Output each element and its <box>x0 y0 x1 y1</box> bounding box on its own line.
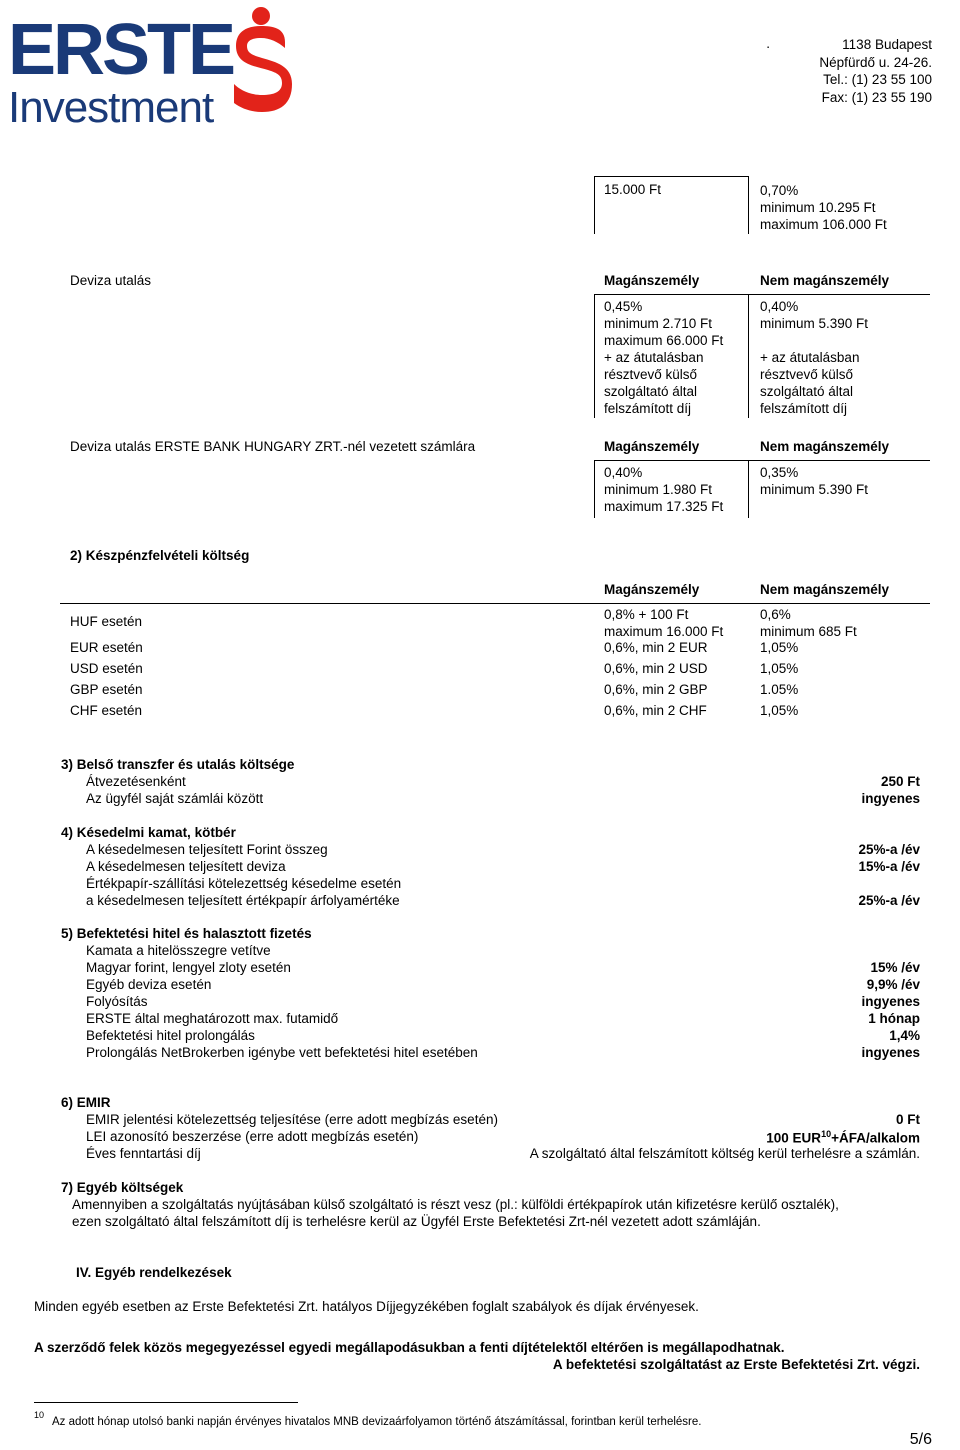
section-title: 2) Készpénzfelvételi költség <box>70 548 250 563</box>
row-label: HUF esetén <box>70 614 143 629</box>
corporate-fee-cell: 1,05% <box>760 703 799 718</box>
fee-value: ingyenes <box>861 791 920 806</box>
fee-value: 9,9% /év <box>866 977 920 992</box>
fee-label: LEI azonosító beszerzése (erre adott megbízás esetén) <box>86 1129 419 1144</box>
fee-label: Az ügyfél saját számlái között <box>86 791 264 806</box>
lei-fee-amount: 100 EUR <box>766 1130 822 1146</box>
fee-label: ERSTE által meghatározott max. futamidő <box>86 1011 339 1026</box>
paragraph-line: Amennyiben a szolgáltatás nyújtásában külső szolgáltató is részt vesz (pl.: külföldi értékpapírok után kifizetésre kerülő osztalék), <box>72 1197 839 1212</box>
page-number: 5/6 <box>909 1431 932 1448</box>
paragraph-line: ezen szolgáltató által felszámított díj is terhelésre kerül az Ügyfél Erste Befektetési Zrt-nél vezetett adott számláján. <box>72 1214 761 1229</box>
table-top-border <box>594 176 748 177</box>
fee-line: minimum 10.295 Ft <box>760 200 876 215</box>
section-title: Deviza utalás ERSTE BANK HUNGARY ZRT.-nél vezetett számlára <box>70 439 476 454</box>
erste-s-logo-icon <box>228 6 294 124</box>
footnote-number: 10 <box>34 1410 45 1420</box>
section-title: 6) EMIR <box>61 1095 111 1110</box>
fee-label: Kamata a hitelösszegre vetítve <box>86 943 271 958</box>
fee-label: Magyar forint, lengyel zloty esetén <box>86 960 291 975</box>
fee-value: ingyenes <box>861 994 920 1009</box>
row-label: EUR esetén <box>70 640 143 655</box>
table-header-border <box>594 460 930 461</box>
section-title: 5) Befektetési hitel és halasztott fizetés <box>61 926 312 941</box>
section-title: IV. Egyéb rendelkezések <box>76 1265 232 1280</box>
fee-label: Egyéb deviza esetén <box>86 977 212 992</box>
column-header: Magánszemély <box>604 582 700 597</box>
fee-label: Értékpapír-szállítási kötelezettség késedelme esetén <box>86 876 402 891</box>
table-divider <box>748 294 749 418</box>
table-divider <box>594 460 595 518</box>
corporate-fee-cell: 1,05% <box>760 640 799 655</box>
fee-value: 0 Ft <box>895 1112 920 1127</box>
private-fee-cell: 0,6%, min 2 CHF <box>604 703 707 718</box>
column-header: Nem magánszemély <box>760 582 890 597</box>
corporate-fee-cell: 1,05% <box>760 661 799 676</box>
fee-value: A szolgáltató által felszámított költség kerül terhelésre a számlán. <box>529 1146 920 1161</box>
address-dot: . <box>766 36 770 51</box>
address-block <box>819 36 932 106</box>
row-label: CHF esetén <box>70 703 143 718</box>
section-title: Deviza utalás <box>70 273 152 288</box>
address-line: 1138 Budapest <box>842 37 932 52</box>
lei-fee-suffix: +ÁFA/alkalom <box>831 1130 920 1146</box>
fee-value: 25%-a /év <box>858 842 920 857</box>
logo-erste-text: ERSTE <box>8 10 234 90</box>
table-divider <box>594 176 595 234</box>
fee-label: A késedelmesen teljesített deviza <box>86 859 286 874</box>
table-header-border <box>60 603 930 604</box>
corporate-fee-cell: 1.05% <box>760 682 799 697</box>
fee-value: ingyenes <box>861 1045 920 1060</box>
column-header: Magánszemély <box>604 439 700 454</box>
fee-label: Éves fenntartási díj <box>86 1146 201 1161</box>
footnote-separator <box>34 1402 298 1403</box>
private-fee-cell: 0,8% + 100 Ft maximum 16.000 Ft <box>604 607 724 639</box>
corporate-fee-cell: 0,35% minimum 5.390 Ft <box>760 465 869 497</box>
table-header-border <box>594 294 930 295</box>
fee-cell <box>760 182 887 233</box>
row-label: USD esetén <box>70 661 143 676</box>
column-header: Nem magánszemély <box>760 273 890 288</box>
fee-value: 25%-a /év <box>858 893 920 908</box>
section-title: 7) Egyéb költségek <box>61 1180 184 1195</box>
fee-value: 1 hónap <box>868 1011 920 1026</box>
table-divider <box>748 176 749 234</box>
fee-label: A késedelmesen teljesített Forint összeg <box>86 842 328 857</box>
fee-label: Prolongálás NetBrokerben igénybe vett befektetési hitel esetében <box>86 1045 478 1060</box>
fee-label: EMIR jelentési kötelezettség teljesítése (erre adott megbízás esetén) <box>86 1112 498 1127</box>
section-title: 3) Belső transzfer és utalás költsége <box>61 757 295 772</box>
private-fee-cell: 0,6%, min 2 USD <box>604 661 708 676</box>
footnote-text: Az adott hónap utolsó banki napján érvényes hivatalos MNB devizaárfolyamon történő átszámítással, forintban kerül terhelésre. <box>52 1416 702 1428</box>
private-fee-cell: 0,40% minimum 1.980 Ft maximum 17.325 Ft <box>604 465 724 514</box>
private-fee-cell: 0,6%, min 2 GBP <box>604 682 708 697</box>
column-header: Nem magánszemély <box>760 439 890 454</box>
corporate-fee-cell: 0,6% minimum 685 Ft <box>760 607 857 639</box>
private-fee-cell: 0,45% minimum 2.710 Ft maximum 66.000 Ft + az átutalásban résztvevő külső szolgáltató által felszámított díj <box>604 299 724 416</box>
logo-investment-text: Investment <box>8 83 214 132</box>
paragraph: A szerződő felek közös megegyezéssel egyedi megállapodásukban a fenti díjtételektől eltérően is megállapodhatnak. <box>34 1340 785 1355</box>
fee-label: Átvezetésenként <box>86 774 186 789</box>
address-line: Népfürdő u. 24-26. <box>819 54 932 70</box>
private-fee-cell: 0,6%, min 2 EUR <box>604 640 708 655</box>
fee-label: a késedelmesen teljesített értékpapír árfolyamértéke <box>86 893 400 908</box>
fee-line: 0,70% <box>760 183 799 198</box>
paragraph: Minden egyéb esetben az Erste Befektetési Zrt. hatályos Díjjegyzékében foglalt szabályok és díjak érvényesek. <box>34 1299 699 1314</box>
fee-label: Folyósítás <box>86 994 148 1009</box>
fee-value: 15%-a /év <box>858 859 920 874</box>
fee-value <box>766 1129 920 1146</box>
table-divider <box>748 460 749 518</box>
row-label: GBP esetén <box>70 682 143 697</box>
fee-value: 15% /év <box>870 960 920 975</box>
amount-cell: 15.000 Ft <box>604 182 662 197</box>
paragraph: A befektetési szolgáltatást az Erste Befektetési Zrt. végzi. <box>552 1357 920 1372</box>
fee-label: Befektetési hitel prolongálás <box>86 1028 255 1043</box>
address-line: Fax: (1) 23 55 190 <box>821 89 932 105</box>
footnote-ref: 10 <box>821 1129 832 1139</box>
section-title: 4) Késedelmi kamat, kötbér <box>61 825 236 840</box>
fee-line: maximum 106.000 Ft <box>760 217 887 232</box>
fee-value: 1,4% <box>889 1028 920 1043</box>
column-header: Magánszemély <box>604 273 700 288</box>
table-divider <box>594 294 595 418</box>
fee-value: 250 Ft <box>880 774 920 789</box>
corporate-fee-cell: 0,40% minimum 5.390 Ft + az átutalásban résztvevő külső szolgáltató által felszámított díj <box>760 299 869 416</box>
address-line: Tel.: (1) 23 55 100 <box>823 72 932 87</box>
